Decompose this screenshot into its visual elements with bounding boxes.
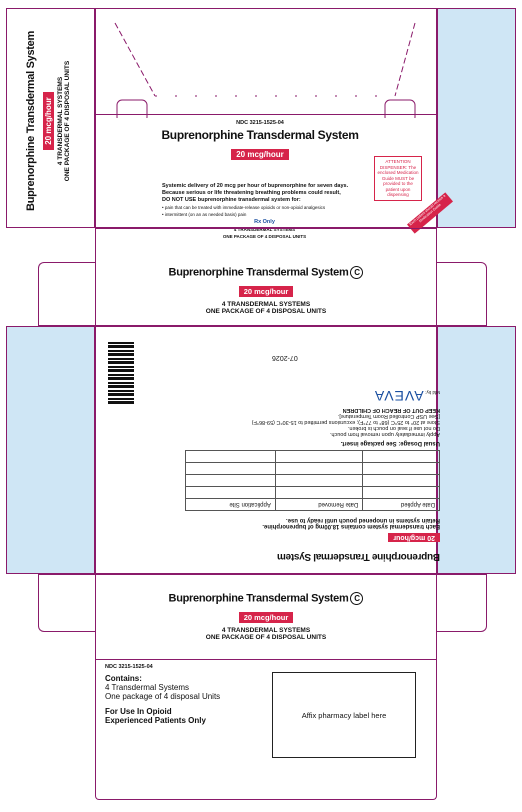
aveva-logo: AVEVA (373, 388, 424, 404)
contains-item-2: One package of 4 disposal Units (105, 692, 221, 701)
application-table (185, 450, 440, 511)
mfr-label: Mfd by: (425, 390, 440, 395)
back-dose: 20 mcg/hour (388, 533, 440, 542)
bottom-package: ONE PACKAGE OF 4 DISPOSAL UNITS (205, 634, 327, 641)
front-content (150, 120, 370, 162)
desc-line-2: Because serious or life threatening breathing problems could result, (162, 190, 341, 196)
flap-diagonals (95, 8, 437, 118)
back-title: Buprenorphine Transdermal System (277, 551, 440, 562)
col-date-applied: Date Applied (363, 499, 440, 511)
side-package: ONE PACKAGE OF 4 DISPOSAL UNITS (64, 60, 71, 182)
right-bottom-dust-flap (437, 574, 487, 632)
closure-package: ONE PACKAGE OF 4 DISPOSAL UNITS (205, 308, 327, 315)
left-glue-flap (6, 326, 95, 574)
right-dust-flap (437, 262, 487, 326)
bottom-count: 4 TRANSDERMAL SYSTEMS (221, 627, 311, 634)
pharmacy-label-box (272, 672, 416, 758)
attention-box: ATTENTION DISPENSER: The enclosed Medication Guide MUST be provided to the patient upon dispensing (374, 156, 422, 201)
back-line-1: Each transdermal system contains 18.00mg of buprenorphine. (262, 523, 440, 529)
front-title: Buprenorphine Transdermal System (161, 128, 359, 142)
side-count: 4 TRANSDERMAL SYSTEMS (57, 76, 64, 166)
bottom-flap-left (105, 664, 270, 725)
col-application-site: Application Site (186, 499, 276, 511)
front-dose: 20 mcg/hour (231, 149, 289, 160)
bottom-dose: 20 mcg/hour (239, 612, 294, 623)
apply-line: Apply immediately upon removal from pouch. (329, 431, 440, 437)
left-bottom-dust-flap (38, 574, 95, 632)
bottom-closure-content (140, 592, 392, 641)
barcode (108, 340, 134, 404)
back-line-2: Retain systems in unopened pouch until ready to use. (285, 517, 440, 523)
side-dose: 20 mcg/hour (43, 92, 54, 150)
corner-ribbon: Each patient should receive a Medication Guide (407, 192, 453, 233)
usual-dosage: Usual Dosage: See package insert. (340, 440, 440, 446)
right-glue-flap (437, 326, 516, 574)
keep-out-line: KEEP OUT OF REACH OF CHILDREN (342, 407, 440, 413)
bullet-1: pain that can be treated with immediate-release opioids or non-opioid analgesics (164, 205, 326, 210)
side-title: Buprenorphine Transdermal System (25, 31, 37, 211)
lot-expiry: 07-2026 (272, 354, 298, 361)
c3-symbol: C (350, 266, 363, 279)
bottom-title: Buprenorphine Transdermal System (168, 592, 349, 605)
right-glue-flap-top (437, 8, 516, 228)
seal-line: Do not use if seal on pouch is broken. (347, 425, 440, 431)
closure-dose: 20 mcg/hour (239, 286, 294, 297)
use-line-1: For Use In Opioid (105, 707, 172, 716)
back-content (150, 336, 440, 566)
closure-content (140, 266, 392, 315)
usp-line: [See USP Controlled Room Temperature]. (337, 413, 440, 419)
left-dust-flap (38, 262, 95, 326)
bottom-ndc: NDC 3215-1525-04 (105, 664, 153, 670)
front-ndc: NDC 3215-1525-04 (236, 120, 284, 126)
c3-symbol-bottom: C (350, 592, 363, 605)
contains-item-1: 4 Transdermal Systems (105, 683, 190, 692)
front-small-package: ONE PACKAGE OF 4 DISPOSAL UNITS (222, 234, 307, 239)
desc-line-1: Systemic delivery of 20 mcg per hour of buprenorphine for seven days. (162, 183, 349, 189)
storage-line: Store at 20° to 25°C (68° to 77°F); excursions permitted to 15-30°C (59-86°F) (251, 419, 440, 425)
front-description: Systemic delivery of 20 mcg per hour of buprenorphine for seven days. Because serious or life threatening breathing problems could result, DO NOT USE buprenorphine transdermal system for: • pain that can be treated with immediate-release opioids or non-opioid analgesics • intermittent (on an as needed basis) pain Rx Only 4 TRANSDERMAL SYSTEMS ONE PACKAGE OF 4 DISPOSAL UNITS (162, 183, 367, 240)
side-label (25, 11, 75, 231)
bullet-2: intermittent (on an as needed basis) pain (164, 212, 247, 217)
col-date-removed: Date Removed (275, 499, 362, 511)
closure-count: 4 TRANSDERMAL SYSTEMS (221, 301, 311, 308)
contains-label: Contains: (105, 674, 142, 683)
desc-line-3: DO NOT USE buprenorphine transdermal system for: (162, 197, 301, 203)
closure-title: Buprenorphine Transdermal System (168, 266, 349, 279)
affix-label: Affix pharmacy label here (301, 710, 387, 720)
rx-only: Rx Only (254, 219, 275, 225)
use-line-2: Experienced Patients Only (105, 716, 206, 725)
front-small-count: 4 TRANSDERMAL SYSTEMS (233, 227, 296, 232)
